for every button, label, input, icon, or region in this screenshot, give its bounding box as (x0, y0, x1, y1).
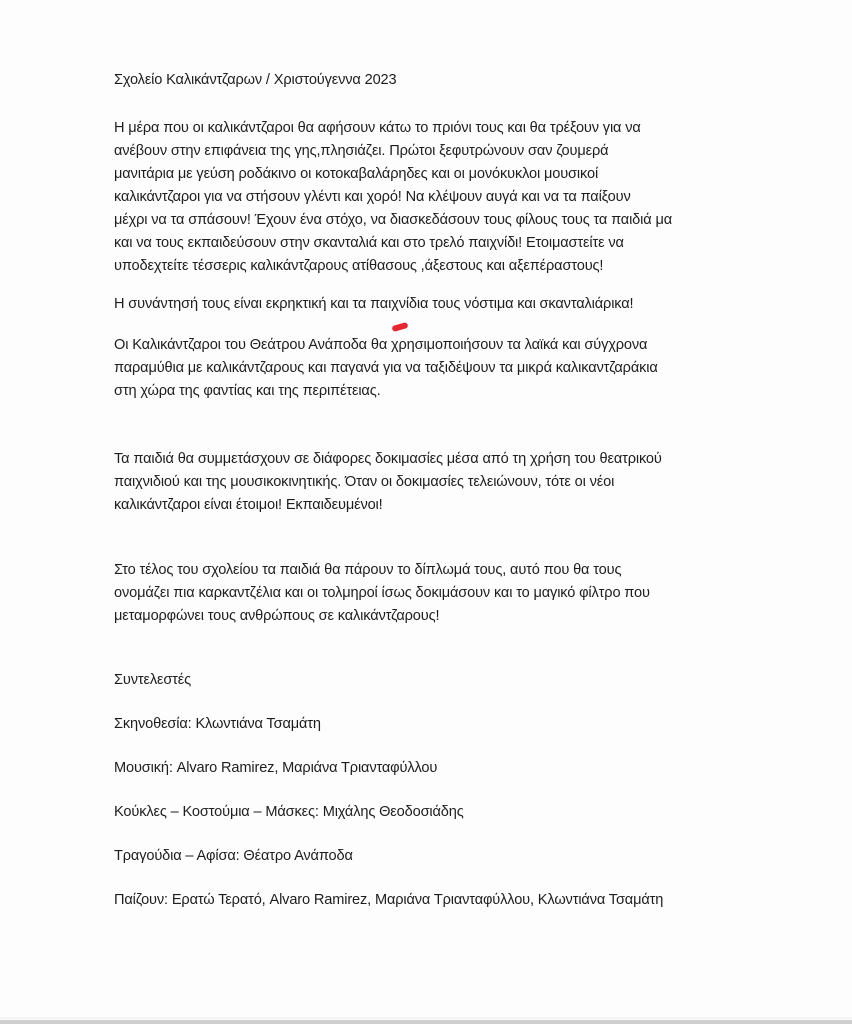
paragraph-line: Η μέρα που οι καλικάντζαροι θα αφήσουν κάτω το πριόνι τους και θα τρέξουν για να (114, 120, 641, 136)
paragraph-line: μεταμορφώνει τους ανθρώπους σε καλικάντζαρους! (114, 608, 440, 624)
paragraph-line: στη χώρα της φαντίας και της περιπέτειας. (114, 383, 381, 399)
credit-puppets-costumes-masks: Κούκλες – Κοστούμια – Μάσκες: Μιχάλης Θεοδοσιάδης (114, 804, 464, 820)
document-title: Σχολείο Καλικάντζαρων / Χριστούγεννα 2023 (114, 72, 397, 88)
page-bottom-divider (0, 1020, 852, 1024)
page-edge-shadow (0, 1017, 852, 1019)
paragraph-line: καλικάντζαροι για να στήσουν γλέντι και χορό! Να κλέψουν αυγά και να τα παίξουν (114, 189, 631, 205)
paragraph-line: Τα παιδιά θα συμμετάσχουν σε διάφορες δοκιμασίες μέσα από τη χρήση του θεατρικού (114, 451, 662, 467)
credits-heading: Συντελεστές (114, 672, 192, 688)
credit-cast: Παίζουν: Ερατώ Τερατό, Alvaro Ramirez, Μαριάνα Τριανταφύλλου, Κλωντιάνα Τσαμάτη (114, 892, 664, 908)
paragraph-line: ανέβουν στην επιφάνεια της γης,πλησιάζει. Πρώτοι ξεφυτρώνουν σαν ζουμερά (114, 143, 609, 159)
paragraph-line: Η συνάντησή τους είναι εκρηκτική και τα παιχνίδια τους νόστιμα και σκανταλιάρικα! (114, 296, 634, 312)
credit-direction: Σκηνοθεσία: Κλωντιάνα Τσαμάτη (114, 716, 321, 732)
red-annotation-mark (391, 322, 408, 332)
paragraph-line: καλικάντζαροι είναι έτοιμοι! Εκπαιδευμένοι! (114, 497, 383, 513)
credit-music: Μουσική: Alvaro Ramirez, Μαριάνα Τριανταφύλλου (114, 760, 438, 776)
paragraph-line: παιχνιδιού και της μουσικοκινητικής. Όταν οι δοκιμασίες τελειώνουν, τότε οι νέοι (114, 474, 615, 490)
paragraph-line: Στο τέλος του σχολείου τα παιδιά θα πάρουν το δίπλωμά τους, αυτό που θα τους (114, 562, 622, 578)
paragraph-line: ονομάζει πια καρκαντζέλια και οι τολμηροί ίσως δοκιμάσουν και το μαγικό φίλτρο που (114, 585, 650, 601)
credit-songs-poster: Τραγούδια – Αφίσα: Θέατρο Ανάποδα (114, 848, 353, 864)
paragraph-line: υποδεχτείτε τέσσερις καλικάντζαρους ατίθασους ,άξεστους και αξεπέραστους! (114, 258, 604, 274)
paragraph-line: μανιτάρια με γεύση ροδάκινο οι κοτοκαβαλάρηδες και οι μονόκυκλοι μουσικοί (114, 166, 599, 182)
paragraph-line: και να τους εκπαιδεύσουν στην σκανταλιά και στο τρελό παιχνίδι! Ετοιμαστείτε να (114, 235, 624, 251)
paragraph-line: Οι Καλικάντζαροι του Θεάτρου Ανάποδα θα χρησιμοποιήσουν τα λαϊκά και σύγχρονα (114, 337, 648, 353)
paragraph-line: μέχρι να τα σπάσουν! Έχουν ένα στόχο, να διασκεδάσουν τους φίλους τους τα παιδιά μα (114, 212, 672, 228)
paragraph-line: παραμύθια με καλικάντζαρους και παγανά για να ταξιδέψουν τα μικρά καλικαντζαράκια (114, 360, 658, 376)
